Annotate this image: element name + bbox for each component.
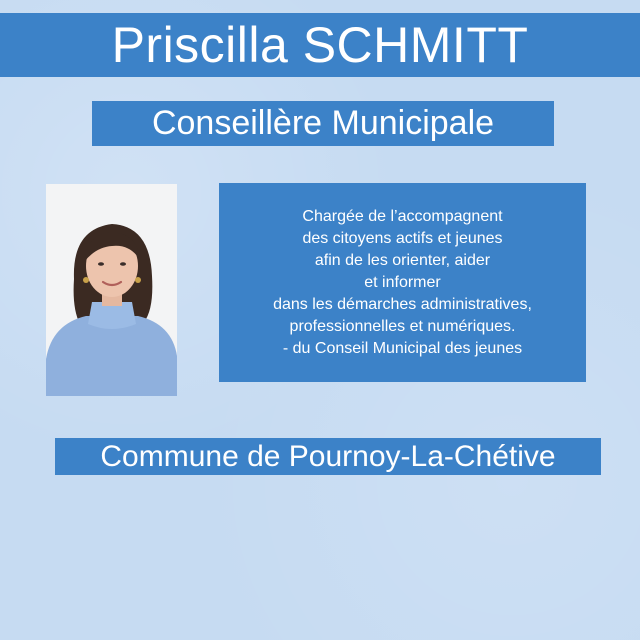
description-box bbox=[219, 183, 586, 382]
person-name: Priscilla SCHMITT bbox=[111, 17, 529, 73]
description-line: professionnelles et numériques. bbox=[289, 317, 516, 335]
commune-name: Commune de Pournoy-La-Chétive bbox=[100, 439, 556, 473]
description-line: - du Conseil Municipal des jeunes bbox=[282, 339, 523, 357]
name-banner bbox=[0, 13, 640, 77]
role-banner bbox=[92, 101, 554, 146]
description-line: Chargée de l’accompagnent bbox=[302, 207, 503, 225]
description-line: et informer bbox=[364, 273, 441, 291]
description-line: afin de les orienter, aider bbox=[314, 251, 491, 269]
portrait-photo bbox=[46, 184, 177, 396]
description-line: des citoyens actifs et jeunes bbox=[302, 229, 503, 247]
person-role: Conseillère Municipale bbox=[151, 104, 495, 142]
description-line: dans les démarches administratives, bbox=[273, 295, 532, 313]
commune-banner bbox=[55, 438, 601, 475]
